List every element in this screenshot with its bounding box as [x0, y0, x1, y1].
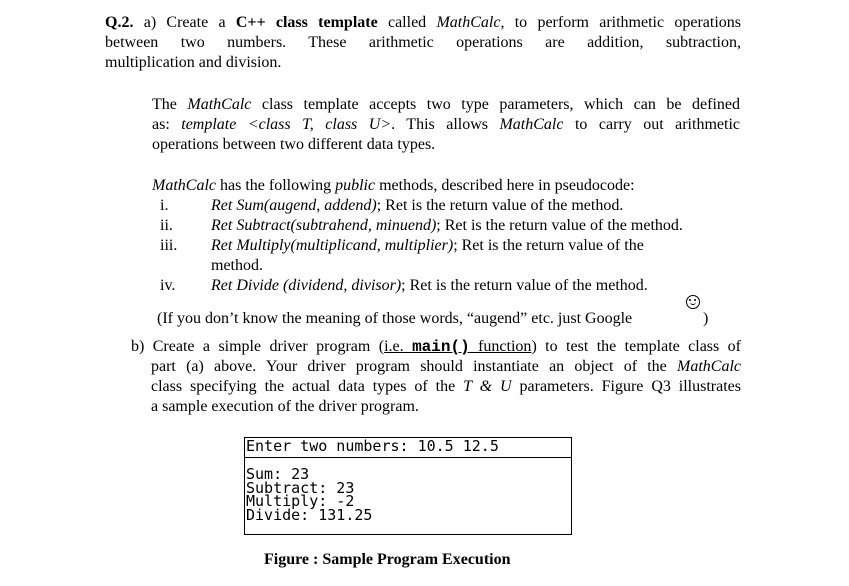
b-line3: class specifying the actual data types of the T & U parameters. Figure Q3 illustrates	[151, 378, 742, 395]
method-sig: Ret Divide (dividend, divisor); Ret is the return value of the method.	[211, 277, 648, 294]
cpp-class-template: C++ class template	[235, 14, 378, 31]
para1-line3: operations between two different data types.	[152, 136, 436, 153]
google-note: (If you don’t know the meaning of those words, “augend” etc. just Google	[157, 310, 633, 327]
method-sig: Ret Sum(augend, addend); Ret is the return value of the method.	[211, 197, 624, 214]
b-line4: a sample execution of the driver program.	[151, 398, 419, 415]
terminal-window	[244, 437, 572, 535]
terminal-output-line: Subtract: 23	[246, 479, 355, 497]
q2-a-line3: multiplication and division.	[105, 54, 282, 71]
terminal-output-line: Multiply: -2	[246, 492, 355, 510]
para2-intro: MathCalc has the following public methods, described here in pseudocode:	[152, 177, 635, 194]
para1-line2: as: template <class T, class U>. This allows MathCalc to carry out arithmetic	[152, 116, 740, 133]
terminal-output-line: Divide: 131.25	[246, 506, 373, 524]
terminal-output-line: Sum: 23	[246, 465, 310, 483]
question-number: Q.2.	[105, 14, 134, 31]
method-item: ii.	[160, 217, 173, 234]
method-item: i.	[160, 197, 169, 214]
terminal-input-line: Enter two numbers: 10.5 12.5	[246, 437, 499, 455]
figure-caption: Figure : Sample Program Execution	[264, 551, 511, 568]
b-line2: part (a) above. Your driver program should instantiate an object of the MathCalc	[151, 358, 741, 375]
template-code: template <class T, class U>	[181, 116, 392, 133]
ie-main-function: i.e. main() function	[384, 338, 532, 356]
q2-a-line2: between two numbers. These arithmetic operations are addition, subtraction,	[105, 34, 741, 51]
terminal-separator	[245, 457, 571, 458]
method-sig: Ret Multiply(multiplicand, multiplier); Ret is the return value of the	[211, 237, 644, 254]
smiley-icon	[686, 295, 700, 309]
q2-a-line1: Q.2. a) Create a C++ class template called MathCalc, to perform arithmetic operations	[105, 14, 742, 31]
b-line1: b) Create a simple driver program (i.e. main() function) to test the template class of	[131, 338, 742, 356]
method-sig: Ret Subtract(subtrahend, minuend); Ret is the return value of the method.	[211, 217, 683, 234]
method-item: iv.	[160, 277, 176, 294]
para1-line1: The MathCalc class template accepts two type parameters, which can be defined	[152, 96, 741, 113]
google-close: )	[703, 310, 709, 327]
method-item: iii.	[160, 237, 178, 254]
method-sig-cont: method.	[211, 257, 263, 274]
